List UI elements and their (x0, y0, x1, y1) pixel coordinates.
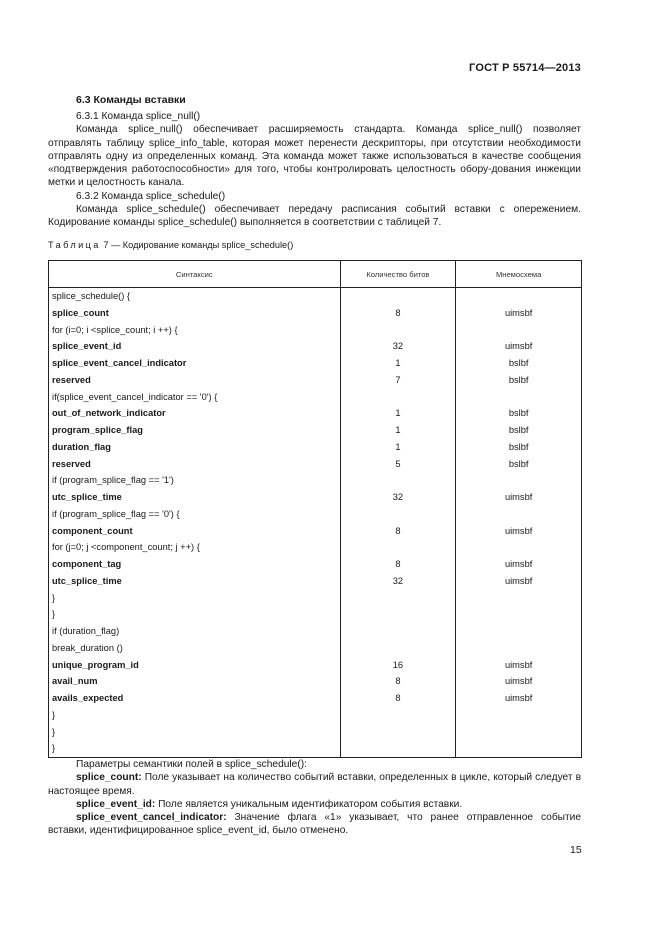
bits-cell (340, 606, 456, 623)
field-description: Значение флага «1» указывает, что ранее отправленное событие вставки, идентифицированное splice_event_id, было отменено. (48, 812, 581, 837)
mnemonic-cell: uimsbf (456, 305, 582, 322)
bits-cell (340, 707, 456, 724)
mnemonic-cell: bslbf (456, 405, 582, 422)
bits-cell: 32 (340, 489, 456, 506)
syntax-cell: if (program_splice_flag == '0') { (49, 506, 341, 523)
bits-cell: 8 (340, 305, 456, 322)
mnemonic-cell: uimsbf (456, 523, 582, 540)
bits-cell: 1 (340, 439, 456, 456)
field-term: splice_count: (76, 772, 142, 784)
bits-cell (340, 389, 456, 406)
mnemonic-cell (456, 623, 582, 640)
syntax-table (48, 260, 582, 758)
syntax-cell: avail_num (49, 673, 341, 690)
mnemonic-cell: bslbf (456, 422, 582, 439)
table-row (49, 389, 582, 406)
table-row (49, 338, 582, 355)
paragraph: Команда splice_null() обеспечивает расширяемость стандарта. Команда splice_null() позволяет отправлять таблицу splice_info_table, которая может перенести дескрипторы, при отсутствии необходимости отправлять одну из определенных команд. Эта команда может также использоваться в качестве сообщения «подтверждения работоспособности» для того, чтобы контролировать целостность обору-дования инжекции метки и целостность канала. (48, 124, 581, 189)
bits-cell (340, 740, 456, 757)
syntax-cell: reserved (49, 456, 341, 473)
mnemonic-cell: bslbf (456, 355, 582, 372)
field-term: splice_event_id: (76, 798, 156, 810)
bits-cell: 1 (340, 355, 456, 372)
mnemonic-cell (456, 288, 582, 305)
table-row (49, 355, 582, 372)
table-body (49, 288, 582, 758)
mnemonic-cell: uimsbf (456, 690, 582, 707)
table-row (49, 606, 582, 623)
bits-cell (340, 322, 456, 339)
mnemonic-cell (456, 322, 582, 339)
bits-cell: 32 (340, 338, 456, 355)
table-header-row (49, 261, 582, 288)
table-row (49, 422, 582, 439)
bits-cell: 8 (340, 673, 456, 690)
syntax-cell: splice_event_cancel_indicator (49, 355, 341, 372)
page-number: 15 (570, 844, 582, 856)
syntax-cell: splice_schedule() { (49, 288, 341, 305)
syntax-cell: reserved (49, 372, 341, 389)
bits-cell (340, 724, 456, 741)
mnemonic-cell: uimsbf (456, 489, 582, 506)
syntax-cell: splice_event_id (49, 338, 341, 355)
mnemonic-cell: bslbf (456, 439, 582, 456)
table-row (49, 472, 582, 489)
subsection-heading: 6.3.1 Команда splice_null() (76, 111, 201, 122)
bits-cell: 8 (340, 690, 456, 707)
mnemonic-cell (456, 472, 582, 489)
bits-cell: 7 (340, 372, 456, 389)
mnemonic-cell (456, 707, 582, 724)
table-row (49, 690, 582, 707)
mnemonic-cell: uimsbf (456, 673, 582, 690)
syntax-cell: for (j=0; j <component_count; j ++) { (49, 539, 341, 556)
syntax-cell: utc_splice_time (49, 573, 341, 590)
table-row (49, 322, 582, 339)
syntax-cell: if(splice_event_cancel_indicator == '0') { (49, 389, 341, 406)
table-row (49, 506, 582, 523)
syntax-cell: for (i=0; i <splice_count; i ++) { (49, 322, 341, 339)
table-row (49, 439, 582, 456)
bits-cell: 8 (340, 523, 456, 540)
header-bits: Количество битов (340, 261, 456, 288)
bits-cell: 32 (340, 573, 456, 590)
field-description: Поле является уникальным идентификатором события вставки. (155, 798, 463, 810)
semantics-field (48, 771, 581, 798)
table-row (49, 673, 582, 690)
syntax-cell: if (duration_flag) (49, 623, 341, 640)
syntax-cell: utc_splice_time (49, 489, 341, 506)
table-caption-number: 7 (103, 240, 109, 250)
syntax-cell: program_splice_flag (49, 422, 341, 439)
mnemonic-cell: uimsbf (456, 573, 582, 590)
bits-cell (340, 288, 456, 305)
syntax-cell: } (49, 590, 341, 607)
bits-cell: 16 (340, 657, 456, 674)
mnemonic-cell: bslbf (456, 456, 582, 473)
syntax-cell: unique_program_id (49, 657, 341, 674)
syntax-cell: if (program_splice_flag == '1') (49, 472, 341, 489)
field-term: splice_event_cancel_indicator: (76, 812, 227, 824)
table-row (49, 740, 582, 757)
table-caption (48, 240, 293, 250)
mnemonic-cell (456, 590, 582, 607)
table-row (49, 707, 582, 724)
semantics-field (48, 798, 581, 811)
syntax-cell: } (49, 606, 341, 623)
semantics-intro: Параметры семантики полей в splice_schedule(): (76, 759, 307, 770)
table-caption-title: — Кодирование команды splice_schedule() (108, 240, 294, 250)
syntax-cell: break_duration () (49, 640, 341, 657)
bits-cell (340, 640, 456, 657)
table-row (49, 590, 582, 607)
bits-cell: 8 (340, 556, 456, 573)
table-row (49, 523, 582, 540)
table-row (49, 288, 582, 305)
standard-number: ГОСТ Р 55714—2013 (469, 62, 581, 74)
bits-cell (340, 472, 456, 489)
mnemonic-cell: uimsbf (456, 338, 582, 355)
syntax-cell: duration_flag (49, 439, 341, 456)
mnemonic-cell (456, 640, 582, 657)
table-row (49, 372, 582, 389)
syntax-cell: avails_expected (49, 690, 341, 707)
field-description: Поле указывает на количество событий вставки, определенных в цикле, который следует в настоящее время. (48, 772, 581, 797)
syntax-cell: component_tag (49, 556, 341, 573)
table-row (49, 489, 582, 506)
syntax-cell: } (49, 740, 341, 757)
table-row (49, 724, 582, 741)
semantics-field (48, 811, 581, 838)
mnemonic-cell: uimsbf (456, 657, 582, 674)
syntax-cell: out_of_network_indicator (49, 405, 341, 422)
paragraph: Команда splice_schedule() обеспечивает передачу расписания событий вставки с опережением. Кодирование команды splice_schedule() выполняется в соответствии с таблицей 7. (48, 204, 581, 229)
table-row (49, 539, 582, 556)
table-row (49, 640, 582, 657)
mnemonic-cell: bslbf (456, 372, 582, 389)
bits-cell: 1 (340, 405, 456, 422)
section-title: 6.3 Команды вставки (76, 94, 186, 106)
semantics-text (48, 758, 581, 838)
mnemonic-cell (456, 606, 582, 623)
mnemonic-cell (456, 389, 582, 406)
table-row (49, 623, 582, 640)
mnemonic-cell (456, 539, 582, 556)
table-row (49, 405, 582, 422)
header-syntax: Синтаксис (49, 261, 341, 288)
mnemonic-cell (456, 506, 582, 523)
mnemonic-cell (456, 724, 582, 741)
bits-cell: 1 (340, 422, 456, 439)
table-row (49, 573, 582, 590)
syntax-cell: } (49, 724, 341, 741)
bits-cell (340, 623, 456, 640)
mnemonic-cell: uimsbf (456, 556, 582, 573)
header-mnemonic: Мнемосхема (456, 261, 582, 288)
subsection-heading: 6.3.2 Команда splice_schedule() (76, 190, 226, 202)
bits-cell (340, 506, 456, 523)
bits-cell: 5 (340, 456, 456, 473)
syntax-cell: component_count (49, 523, 341, 540)
bits-cell (340, 539, 456, 556)
table-row (49, 456, 582, 473)
table-row (49, 657, 582, 674)
intro-text (48, 110, 581, 230)
syntax-cell: } (49, 707, 341, 724)
table-row (49, 556, 582, 573)
bits-cell (340, 590, 456, 607)
table-row (49, 305, 582, 322)
mnemonic-cell (456, 740, 582, 757)
syntax-cell: splice_count (49, 305, 341, 322)
table-caption-prefix: Таблица (48, 240, 101, 250)
